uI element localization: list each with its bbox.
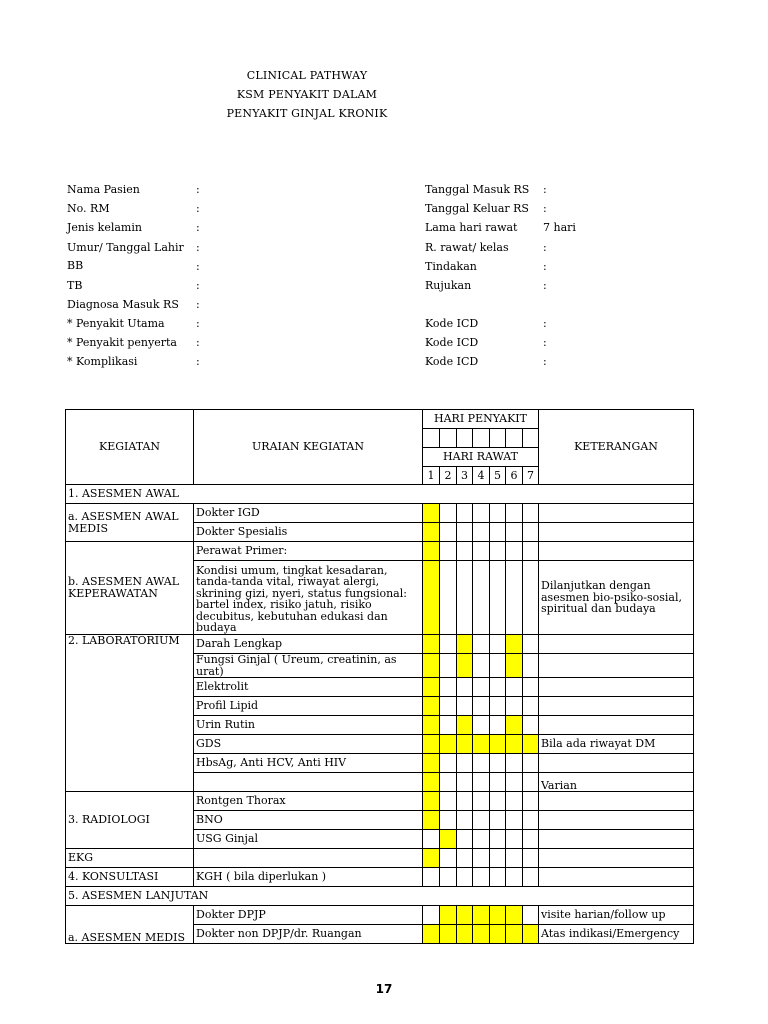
uraian-empty — [194, 849, 423, 868]
day-schedule-cell — [506, 697, 523, 716]
field-sep: : — [196, 317, 200, 330]
keterangan-dpjp: visite harian/follow up — [539, 906, 694, 925]
day-cell — [457, 429, 473, 448]
day-schedule-highlight — [523, 925, 539, 944]
day-schedule-highlight — [506, 925, 523, 944]
day-schedule-highlight — [473, 735, 490, 754]
page-number: 17 — [375, 982, 393, 996]
day-schedule-cell — [423, 830, 440, 849]
header-uraian: URAIAN KEGIATAN — [194, 410, 423, 485]
day-schedule-highlight — [473, 906, 490, 925]
field-sep: : — [543, 260, 547, 273]
day-schedule-highlight — [440, 925, 457, 944]
day-schedule-cell — [490, 523, 506, 542]
day-schedule-cell — [523, 868, 539, 887]
day-schedule-cell — [457, 542, 473, 561]
day-schedule-highlight — [423, 811, 440, 830]
day-schedule-highlight — [457, 716, 473, 735]
kegiatan-asesmen-keperawatan: b. ASESMEN AWAL KEPERAWATAN — [66, 542, 194, 635]
uraian-profil-lipid: Profil Lipid — [194, 697, 423, 716]
day-schedule-cell — [506, 504, 523, 523]
day-schedule-highlight — [506, 906, 523, 925]
field-sep: : — [196, 221, 200, 234]
keterangan-non-dpjp: Atas indikasi/Emergency — [539, 925, 694, 944]
day-schedule-cell — [523, 849, 539, 868]
field-label: * Penyakit penyerta — [67, 336, 177, 349]
day-schedule-cell — [506, 792, 523, 811]
day-schedule-cell — [506, 561, 523, 635]
day-cell — [490, 429, 506, 448]
day-schedule-cell — [440, 792, 457, 811]
uraian-empty — [194, 773, 423, 792]
day-schedule-cell — [457, 754, 473, 773]
day-schedule-cell — [473, 697, 490, 716]
day-schedule-cell — [473, 654, 490, 678]
day-schedule-cell — [440, 523, 457, 542]
field-label: BB — [67, 259, 84, 272]
day-number: 3 — [457, 467, 473, 485]
day-schedule-cell — [523, 635, 539, 654]
field-sep: : — [196, 260, 200, 273]
keterangan-kondisi: Dilanjutkan dengan asesmen bio-psiko-sosial, spiritual dan budaya — [539, 561, 694, 635]
day-schedule-highlight — [457, 735, 473, 754]
day-schedule-highlight — [457, 906, 473, 925]
day-schedule-highlight — [423, 635, 440, 654]
kegiatan-ekg: EKG — [66, 849, 194, 868]
day-schedule-highlight — [423, 925, 440, 944]
day-schedule-highlight — [506, 635, 523, 654]
day-schedule-cell — [473, 868, 490, 887]
day-schedule-cell — [506, 868, 523, 887]
day-schedule-highlight — [423, 654, 440, 678]
field-sep: : — [196, 279, 200, 292]
field-label: Lama hari rawat — [425, 221, 518, 234]
field-sep: : — [543, 279, 547, 292]
day-schedule-cell — [523, 654, 539, 678]
day-schedule-highlight — [457, 635, 473, 654]
day-schedule-cell — [490, 716, 506, 735]
day-schedule-cell — [490, 754, 506, 773]
day-schedule-cell — [473, 504, 490, 523]
uraian-dokter-non-dpjp: Dokter non DPJP/dr. Ruangan — [194, 925, 423, 944]
keterangan-cell — [539, 868, 694, 887]
keterangan-cell — [539, 504, 694, 523]
day-schedule-cell — [457, 773, 473, 792]
day-schedule-cell — [523, 561, 539, 635]
field-label: * Penyakit Utama — [67, 317, 165, 330]
day-schedule-highlight — [423, 542, 440, 561]
day-schedule-cell — [506, 773, 523, 792]
day-schedule-cell — [490, 811, 506, 830]
field-sep: : — [543, 317, 547, 330]
kegiatan-asesmen-medis: a. ASESMEN AWAL MEDIS — [66, 504, 194, 542]
day-schedule-cell — [506, 542, 523, 561]
header-hari-penyakit: HARI PENYAKIT — [423, 410, 539, 429]
keterangan-cell — [539, 523, 694, 542]
day-schedule-highlight — [440, 735, 457, 754]
keterangan-cell — [539, 697, 694, 716]
kegiatan-konsultasi: 4. KONSULTASI — [66, 868, 194, 887]
day-schedule-highlight — [457, 925, 473, 944]
day-schedule-cell — [440, 654, 457, 678]
day-schedule-cell — [490, 504, 506, 523]
day-schedule-cell — [473, 792, 490, 811]
day-schedule-cell — [473, 830, 490, 849]
day-schedule-cell — [423, 906, 440, 925]
day-schedule-highlight — [506, 716, 523, 735]
keterangan-cell — [539, 654, 694, 678]
field-label: Tindakan — [425, 260, 477, 273]
day-schedule-cell — [523, 773, 539, 792]
day-schedule-cell — [473, 561, 490, 635]
field-sep: : — [196, 183, 200, 196]
day-schedule-cell — [440, 811, 457, 830]
day-schedule-cell — [440, 754, 457, 773]
day-schedule-cell — [440, 678, 457, 697]
day-cell — [523, 429, 539, 448]
field-sep: : — [196, 202, 200, 215]
day-cell — [506, 429, 523, 448]
day-cell — [423, 429, 440, 448]
keterangan-cell — [539, 635, 694, 654]
day-schedule-cell — [523, 811, 539, 830]
day-cell — [473, 429, 490, 448]
day-schedule-cell — [440, 697, 457, 716]
day-schedule-cell — [473, 716, 490, 735]
day-number: 6 — [506, 467, 523, 485]
day-schedule-highlight — [457, 654, 473, 678]
day-schedule-cell — [523, 716, 539, 735]
day-schedule-cell — [440, 542, 457, 561]
day-schedule-cell — [523, 830, 539, 849]
uraian-gds: GDS — [194, 735, 423, 754]
day-schedule-cell — [490, 542, 506, 561]
keterangan-cell — [539, 830, 694, 849]
header-hari-rawat: HARI RAWAT — [423, 448, 539, 467]
day-schedule-highlight — [423, 735, 440, 754]
uraian-dokter-dpjp: Dokter DPJP — [194, 906, 423, 925]
day-schedule-cell — [457, 697, 473, 716]
uraian-hbsag: HbsAg, Anti HCV, Anti HIV — [194, 754, 423, 773]
day-schedule-highlight — [523, 735, 539, 754]
title-penyakit: PENYAKIT GINJAL KRONIK — [226, 107, 388, 120]
day-schedule-cell — [457, 678, 473, 697]
day-schedule-highlight — [506, 735, 523, 754]
header-keterangan: KETERANGAN — [539, 410, 694, 485]
day-schedule-cell — [457, 561, 473, 635]
day-schedule-cell — [506, 523, 523, 542]
day-schedule-cell — [473, 754, 490, 773]
day-schedule-highlight — [423, 754, 440, 773]
day-schedule-cell — [523, 504, 539, 523]
day-schedule-cell — [440, 716, 457, 735]
day-schedule-cell — [473, 811, 490, 830]
kegiatan-radiologi: 3. RADIOLOGI — [66, 792, 194, 849]
day-schedule-cell — [490, 678, 506, 697]
field-sep: : — [543, 355, 547, 368]
day-schedule-highlight — [423, 773, 440, 792]
day-schedule-cell — [523, 678, 539, 697]
day-schedule-cell — [423, 868, 440, 887]
day-schedule-cell — [490, 868, 506, 887]
day-schedule-cell — [473, 542, 490, 561]
day-schedule-highlight — [490, 735, 506, 754]
keterangan-cell — [539, 811, 694, 830]
day-schedule-cell — [457, 868, 473, 887]
uraian-usg: USG Ginjal — [194, 830, 423, 849]
day-schedule-cell — [473, 849, 490, 868]
uraian-kondisi: Kondisi umum, tingkat kesadaran, tanda-tanda vital, riwayat alergi, skrining gizi, nyeri, status fungsional: bartel index, risiko jatuh, risiko decubitus, kebutuhan edukasi dan budaya — [194, 561, 423, 635]
field-label: Tanggal Masuk RS — [425, 183, 530, 196]
keterangan-cell — [539, 542, 694, 561]
day-schedule-cell — [523, 697, 539, 716]
day-schedule-cell — [440, 561, 457, 635]
keterangan-cell — [539, 849, 694, 868]
section-asesmen-awal: 1. ASESMEN AWAL — [66, 485, 694, 504]
day-schedule-cell — [506, 830, 523, 849]
day-schedule-cell — [457, 849, 473, 868]
day-schedule-cell — [523, 542, 539, 561]
field-sep: : — [543, 336, 547, 349]
day-schedule-highlight — [440, 830, 457, 849]
day-schedule-cell — [490, 561, 506, 635]
day-schedule-cell — [490, 849, 506, 868]
section-asesmen-lanjutan: 5. ASESMEN LANJUTAN — [66, 887, 694, 906]
day-schedule-cell — [506, 811, 523, 830]
day-schedule-highlight — [506, 654, 523, 678]
day-cell — [440, 429, 457, 448]
field-value: 7 hari — [543, 221, 576, 234]
uraian-kgh: KGH ( bila diperlukan ) — [194, 868, 423, 887]
day-schedule-highlight — [423, 561, 440, 635]
day-number: 1 — [423, 467, 440, 485]
day-schedule-highlight — [490, 906, 506, 925]
field-label: Nama Pasien — [67, 183, 140, 196]
day-schedule-cell — [473, 678, 490, 697]
field-label: Kode ICD — [425, 355, 479, 368]
day-schedule-cell — [490, 654, 506, 678]
uraian-perawat-primer: Perawat Primer: — [194, 542, 423, 561]
day-schedule-cell — [523, 523, 539, 542]
keterangan-gds: Bila ada riwayat DM — [539, 735, 694, 754]
field-label: Umur/ Tanggal Lahir — [67, 241, 184, 254]
day-schedule-highlight — [423, 716, 440, 735]
day-schedule-cell — [473, 773, 490, 792]
day-schedule-cell — [440, 635, 457, 654]
field-sep: : — [196, 298, 200, 311]
day-number: 4 — [473, 467, 490, 485]
uraian-urin-rutin: Urin Rutin — [194, 716, 423, 735]
keterangan-varian: Varian — [539, 773, 694, 792]
day-schedule-cell — [440, 849, 457, 868]
header-kegiatan: KEGIATAN — [66, 410, 194, 485]
field-label: No. RM — [67, 202, 110, 215]
keterangan-cell — [539, 792, 694, 811]
day-schedule-cell — [440, 773, 457, 792]
day-number: 7 — [523, 467, 539, 485]
pathway-table — [65, 409, 694, 944]
uraian-elektrolit: Elektrolit — [194, 678, 423, 697]
field-label: Kode ICD — [425, 336, 479, 349]
field-sep: : — [196, 241, 200, 254]
day-schedule-highlight — [423, 697, 440, 716]
uraian-fungsi-ginjal: Fungsi Ginjal ( Ureum, creatinin, as urat) — [194, 654, 423, 678]
keterangan-cell — [539, 716, 694, 735]
keterangan-cell — [539, 754, 694, 773]
day-schedule-highlight — [423, 849, 440, 868]
day-schedule-cell — [523, 906, 539, 925]
day-schedule-cell — [440, 504, 457, 523]
field-label: Kode ICD — [425, 317, 479, 330]
title-clinical-pathway: CLINICAL PATHWAY — [246, 69, 368, 82]
day-schedule-cell — [490, 773, 506, 792]
day-number: 5 — [490, 467, 506, 485]
title-ksm: KSM PENYAKIT DALAM — [236, 88, 378, 101]
day-number: 2 — [440, 467, 457, 485]
day-schedule-cell — [506, 678, 523, 697]
kegiatan-asesmen-lanjut-medis: a. ASESMEN MEDIS — [66, 906, 194, 944]
field-label: TB — [67, 279, 83, 292]
day-schedule-cell — [473, 635, 490, 654]
day-schedule-cell — [457, 523, 473, 542]
day-schedule-cell — [506, 849, 523, 868]
day-schedule-cell — [457, 830, 473, 849]
day-schedule-highlight — [423, 504, 440, 523]
day-schedule-cell — [506, 754, 523, 773]
kegiatan-laboratorium: 2. LABORATORIUM — [66, 635, 194, 792]
field-sep: : — [543, 183, 547, 196]
field-label: Tanggal Keluar RS — [425, 202, 529, 215]
day-schedule-cell — [523, 792, 539, 811]
day-schedule-highlight — [473, 925, 490, 944]
uraian-bno: BNO — [194, 811, 423, 830]
day-schedule-highlight — [490, 925, 506, 944]
day-schedule-highlight — [440, 906, 457, 925]
day-schedule-cell — [457, 504, 473, 523]
day-schedule-cell — [490, 792, 506, 811]
field-sep: : — [543, 202, 547, 215]
keterangan-cell — [539, 678, 694, 697]
day-schedule-cell — [457, 792, 473, 811]
uraian-rontgen: Rontgen Thorax — [194, 792, 423, 811]
uraian-darah-lengkap: Darah Lengkap — [194, 635, 423, 654]
day-schedule-highlight — [423, 678, 440, 697]
day-schedule-cell — [490, 830, 506, 849]
field-sep: : — [543, 241, 547, 254]
day-schedule-cell — [490, 635, 506, 654]
day-schedule-cell — [457, 811, 473, 830]
day-schedule-cell — [490, 697, 506, 716]
day-schedule-highlight — [423, 523, 440, 542]
field-label: Jenis kelamin — [67, 221, 142, 234]
field-sep: : — [196, 336, 200, 349]
field-label: Rujukan — [425, 279, 472, 292]
field-sep: : — [196, 355, 200, 368]
day-schedule-cell — [523, 754, 539, 773]
field-label: R. rawat/ kelas — [425, 241, 509, 254]
day-schedule-highlight — [423, 792, 440, 811]
uraian-dokter-igd: Dokter IGD — [194, 504, 423, 523]
day-schedule-cell — [473, 523, 490, 542]
field-label: Diagnosa Masuk RS — [67, 298, 179, 311]
field-label: * Komplikasi — [67, 355, 138, 368]
day-schedule-cell — [440, 868, 457, 887]
uraian-dokter-spesialis: Dokter Spesialis — [194, 523, 423, 542]
